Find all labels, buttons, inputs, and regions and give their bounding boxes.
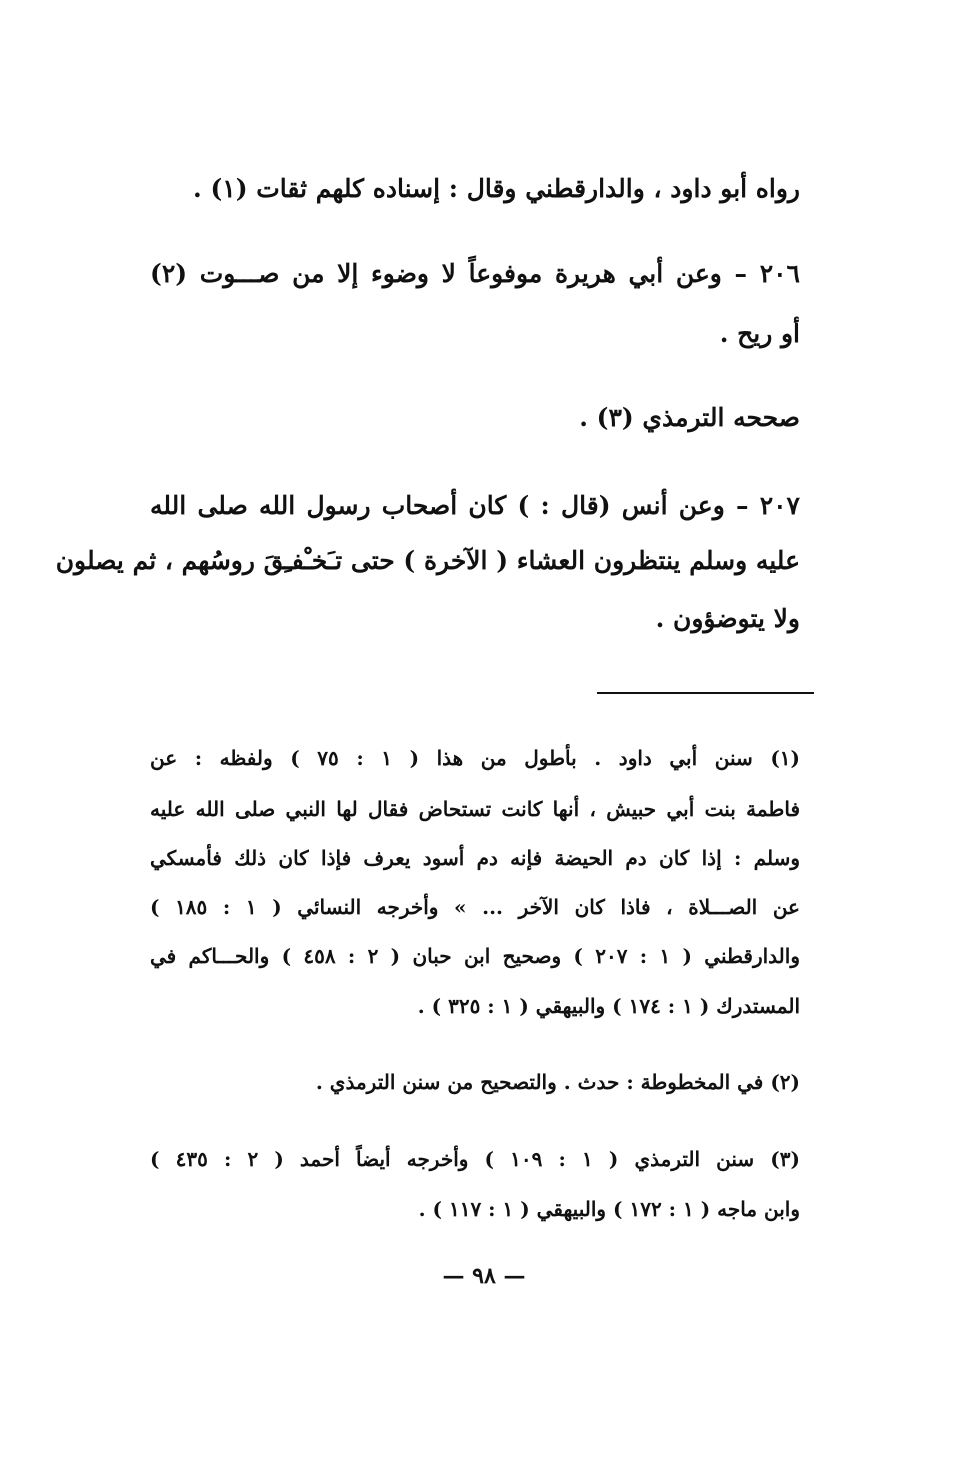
main-text-line-4: صححه الترمذي (٣) .	[579, 403, 800, 432]
main-text-line-6: عليه وسلم ينتظرون العشاء ( الآخرة ) حتى تـَخـْفـِقَ روسُهم ، ثم يصلون	[55, 546, 800, 575]
main-text-line-1: رواه أبو داود ، والدارقطني وقال : إسناده كلهم ثقات (١) .	[193, 174, 800, 203]
footnote-1-line-1: (١) سنن أبي داود . بأطول من هذا ( ١ : ٧٥ ) ولفظه : عن	[150, 746, 801, 770]
footnote-1-line-6: المستدرك ( ١ : ١٧٤ ) والبيهقي ( ١ : ٣٢٥ ) .	[417, 994, 800, 1018]
footnote-1-line-4: عن الصـــلاة ، فاذا كان الآخر ... » وأخرجه النسائي ( ١ : ١٨٥ )	[150, 895, 800, 919]
main-text-line-2: ٢٠٦ – وعن أبي هريرة موفوعاً لا وضوء إلا من صـــوت (٢)	[150, 259, 800, 288]
footnote-2-line-1: (٢) في المخطوطة : حدث . والتصحيح من سنن الترمذي .	[315, 1070, 800, 1094]
footnote-3-line-2: وابن ماجه ( ١ : ١٧٢ ) والبيهقي ( ١ : ١١٧ ) .	[418, 1197, 800, 1221]
main-text-line-3: أو ريح .	[719, 319, 800, 348]
page-number: — ٩٨ —	[442, 1263, 526, 1289]
footnote-1-line-5: والدارقطني ( ١ : ٢٠٧ ) وصحيح ابن حبان ( ٢ : ٤٥٨ ) والحـــاكم في	[150, 944, 800, 968]
footnote-separator	[597, 692, 814, 694]
footnote-3-line-1: (٣) سنن الترمذي ( ١ : ١٠٩ ) وأخرجه أيضاً أحمد ( ٢ : ٤٣٥ )	[150, 1147, 800, 1171]
main-text-line-7: ولا يتوضؤون .	[655, 604, 800, 633]
footnote-1-line-2: فاطمة بنت أبي حبيش ، أنها كانت تستحاض فقال لها النبي صلى الله عليه	[150, 797, 800, 821]
footnote-1-line-3: وسلم : إذا كان دم الحيضة فإنه دم أسود يعرف فإذا كان ذلك فأمسكي	[150, 846, 800, 870]
main-text-line-5: ٢٠٧ – وعن أنس (قال : ) كان أصحاب رسول الله صلى الله	[150, 491, 800, 520]
